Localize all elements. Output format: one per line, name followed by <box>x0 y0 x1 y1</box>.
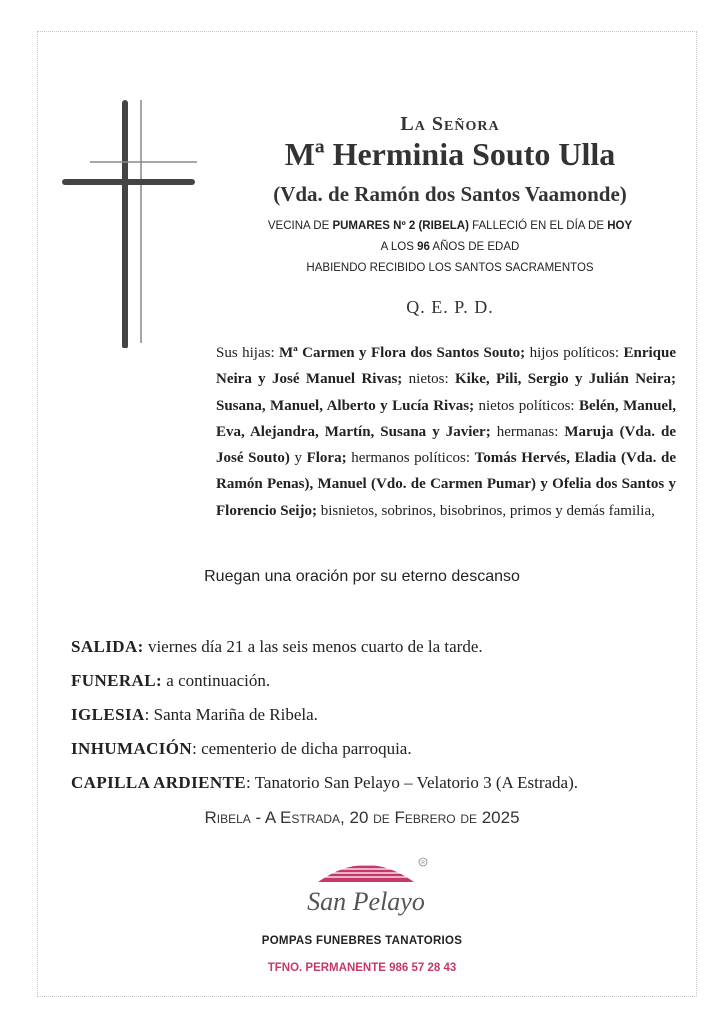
family-paragraph: Sus hijas: Mª Carmen y Flora dos Santos Souto; hijos políticos: Enrique Neira y José Manuel Rivas; nietos: Kike, Pili, Sergio y Julián Neira; Susana, Manuel, Alberto y Lucía Rivas; nietos políticos: Belén, Manuel, Eva, Alejandra, Martín, Susana y Javier; hermanas: Maruja (Vda. de José Souto) y Flora; hermanos políticos: Tomás Hervés, Eladia (Vda. de Ramón Penas), Manuel (Vdo. de Carmen Pumar) y Ofelia dos Santos y Florencio Seijo; bisnietos, sobrinos, bisobrinos, primos y demás familia, <box>216 345 677 519</box>
detail-inhumacion: INHUMACIÓN: cementerio de dicha parroquia. <box>71 739 412 758</box>
residence-line: VECINA DE PUMARES Nº 2 (RIBELA) FALLECIÓ EN EL DÍA DE HOY <box>267 220 633 232</box>
widow-of: (Vda. de Ramón dos Santos Vaamonde) <box>273 182 627 206</box>
svg-text:R: R <box>421 860 425 866</box>
phone-number: TFNO. PERMANENTE 986 57 28 43 <box>267 962 457 974</box>
svg-text:San Pelayo: San Pelayo <box>307 887 425 916</box>
sacraments-line: HABIENDO RECIBIDO LOS SANTOS SACRAMENTOS <box>306 262 594 274</box>
cross-icon <box>60 98 200 348</box>
company-tagline: POMPAS FUNEBRES TANATORIOS <box>261 935 463 947</box>
age-line: A LOS 96 AÑOS DE EDAD <box>380 241 520 253</box>
detail-funeral: FUNERAL: a continuación. <box>71 671 271 690</box>
place-date: Ribela - A Estrada, 20 de Febrero de 2025 <box>204 808 520 827</box>
san-pelayo-logo <box>296 850 436 925</box>
detail-salida: SALIDA: viernes día 21 a las seis menos cuarto de la tarde. <box>71 637 483 656</box>
detail-capilla: CAPILLA ARDIENTE: Tanatorio San Pelayo – Velatorio 3 (A Estrada). <box>71 773 579 792</box>
deceased-name: Mª Herminia Souto Ulla <box>284 136 616 172</box>
title-prefix: La Señora <box>400 113 500 135</box>
detail-iglesia: IGLESIA: Santa Mariña de Ribela. <box>71 705 318 724</box>
service-details <box>71 630 701 800</box>
prayer-request: Ruegan una oración por su eterno descanso <box>204 568 520 585</box>
qepd: Q. E. P. D. <box>406 297 494 317</box>
